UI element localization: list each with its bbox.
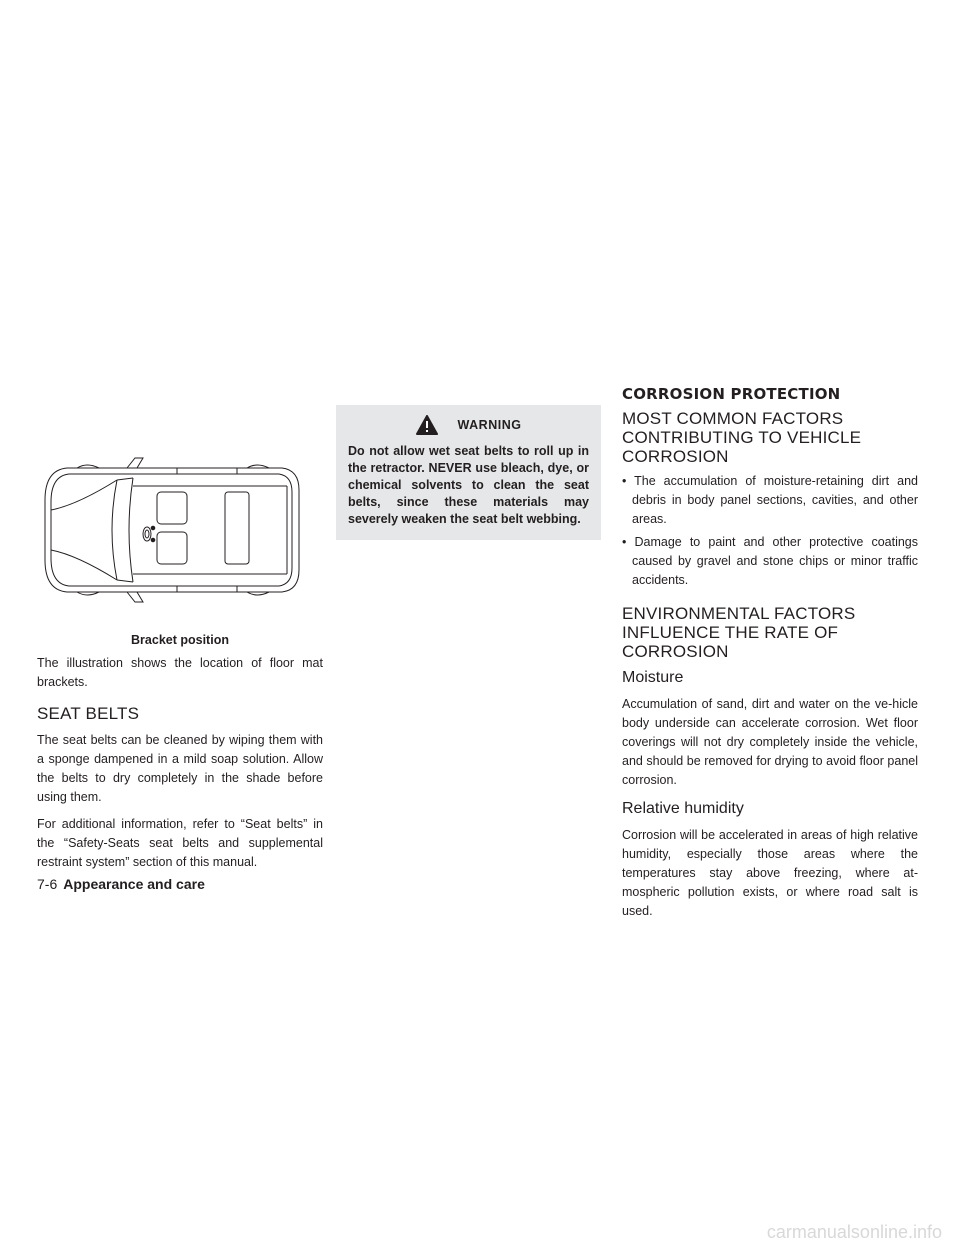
column-left <box>37 654 323 880</box>
figure-caption: Bracket position <box>131 633 229 647</box>
environmental-factors-heading: ENVIRONMENTAL FACTORS INFLUENCE THE RATE OF CORROSION <box>622 604 856 661</box>
relative-humidity-heading: Relative humidity <box>622 800 744 817</box>
moisture-paragraph: Accumulation of sand, dirt and water on the ve-hicle body underside can accelerate corrosion. Wet floor coverings will not dry completely inside the vehicle, and should be removed for drying to avoid floor panel corrosion. <box>622 697 918 787</box>
warning-triangle-icon <box>416 415 438 435</box>
moisture-heading: Moisture <box>622 669 684 686</box>
column-middle <box>336 405 601 540</box>
factors-list <box>622 472 918 590</box>
intro-paragraph: The illustration shows the location of floor mat brackets. <box>37 656 323 689</box>
seat-belts-paragraph-1: The seat belts can be cleaned by wiping them with a sponge dampened in a mild soap solution. Allow the belts to dry completely in the shade before using them. <box>37 733 323 804</box>
factors-heading: MOST COMMON FACTORS CONTRIBUTING TO VEHICLE CORROSION <box>622 409 862 466</box>
page-number: 7-6 <box>37 876 58 892</box>
corrosion-protection-heading: CORROSION PROTECTION <box>622 385 841 403</box>
section-name: Appearance and care <box>63 876 205 892</box>
seat-belts-paragraph-2: For additional information, refer to “Seat belts” in the “Safety-Seats seat belts and supplemental restraint system” section of this manual. <box>37 817 323 869</box>
vehicle-top-view-icon <box>37 450 323 630</box>
seat-belts-heading: SEAT BELTS <box>37 704 140 723</box>
vehicle-illustration <box>37 450 323 650</box>
page-footer <box>37 876 205 892</box>
watermark: carmanualsonline.info <box>766 1222 942 1242</box>
relative-humidity-paragraph: Corrosion will be accelerated in areas of high relative humidity, especially those areas where the temperatures stay above freezing, where at-mospheric pollution exists, or where road salt is used. <box>622 828 918 918</box>
warning-title: WARNING <box>457 418 522 432</box>
list-item: • Damage to paint and other protective coatings caused by gravel and stone chips or minor traffic accidents. <box>622 535 918 587</box>
warning-box <box>336 405 601 540</box>
column-right <box>622 385 918 929</box>
warning-header <box>348 415 589 435</box>
warning-text: Do not allow wet seat belts to roll up in the retractor. NEVER use bleach, dye, or chemical solvents to clean the seat belts, since these materials may severely weaken the seat belt webbing. <box>348 444 589 526</box>
list-item: • The accumulation of moisture-retaining dirt and debris in body panel sections, cavities, and other areas. <box>622 474 918 526</box>
